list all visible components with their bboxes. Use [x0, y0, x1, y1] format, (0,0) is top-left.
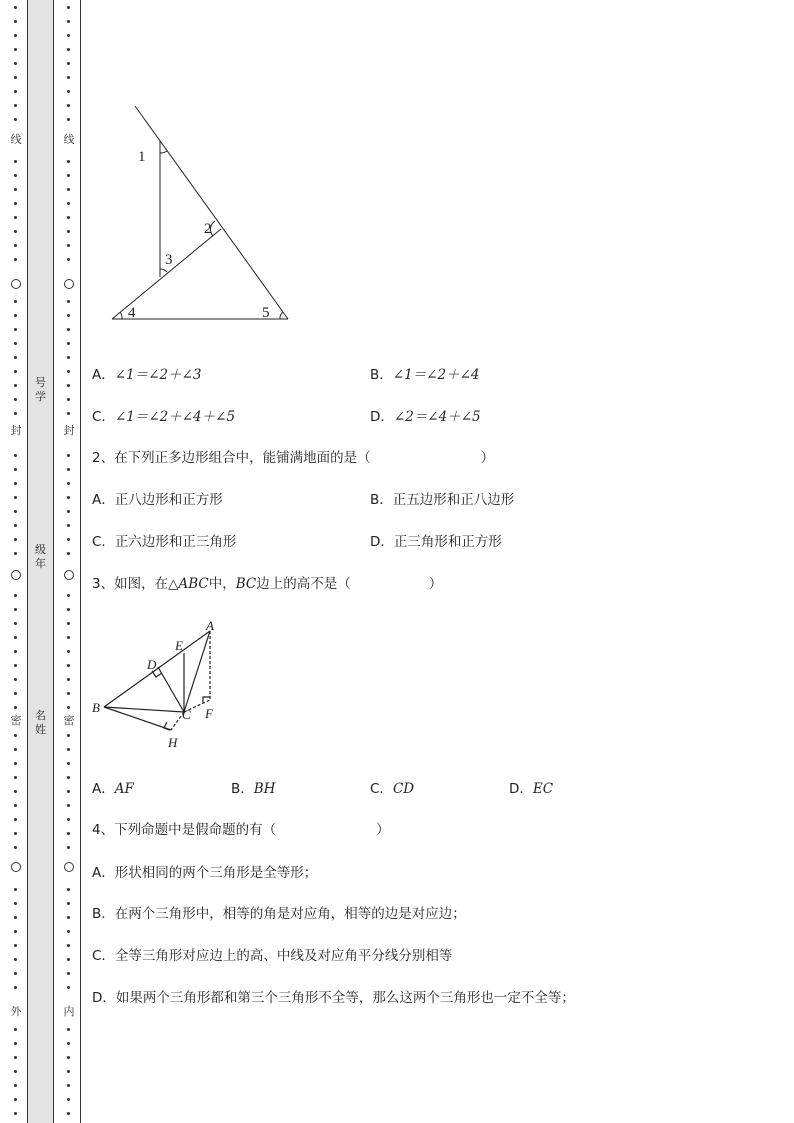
angle-label-2: 2: [204, 221, 212, 237]
seal-dot: [67, 160, 70, 163]
seal-dot: [14, 1028, 17, 1031]
segment-CA: [184, 631, 210, 712]
seal-dot: [14, 48, 17, 51]
seal-dot: [14, 34, 17, 37]
seal-dot: [67, 972, 70, 975]
seal-dot: [67, 202, 70, 205]
seal-circle: [64, 862, 74, 872]
q3-option-c[interactable]: [370, 780, 414, 798]
seal-dot: [14, 888, 17, 891]
seal-dot: [14, 986, 17, 989]
seal-marker-wai: 外: [8, 1005, 24, 1019]
option-letter: C．: [370, 781, 393, 797]
seal-dot: [67, 552, 70, 555]
seal-dot: [14, 1056, 17, 1059]
seal-dot: [14, 6, 17, 9]
q2-option-a[interactable]: [92, 491, 223, 509]
seal-dot: [14, 20, 17, 23]
question-text: 3、如图，在: [92, 576, 169, 592]
seal-dot: [14, 664, 17, 667]
option-text: 全等三角形对应边上的高、中线及对应角平分线分别相等: [114, 948, 453, 964]
question-text: 2、在下列正多边形组合中，能铺满地面的是（: [92, 450, 371, 466]
seal-dot: [14, 832, 17, 835]
q1-option-b[interactable]: [370, 366, 479, 384]
field-char: 姓: [35, 723, 46, 736]
q1-option-a[interactable]: [92, 366, 201, 384]
seal-dot: [14, 650, 17, 653]
class-label: [28, 543, 53, 571]
seal-dot: [14, 62, 17, 65]
seal-dot: [14, 958, 17, 961]
q2-option-b[interactable]: [370, 491, 514, 509]
seal-dot: [14, 90, 17, 93]
binding-margin: [0, 0, 82, 1123]
point-label-H: H: [168, 735, 178, 750]
seal-dot: [14, 174, 17, 177]
seal-dotted-line-right: [63, 0, 75, 1123]
seal-dot: [14, 202, 17, 205]
seal-dot: [14, 790, 17, 793]
seal-dot: [14, 902, 17, 905]
option-text: 正五边形和正八边形: [392, 492, 515, 508]
option-text: CD: [392, 781, 415, 797]
seal-dot: [67, 762, 70, 765]
option-letter: A．: [92, 781, 115, 797]
seal-dot: [67, 496, 70, 499]
seal-dot: [67, 258, 70, 261]
field-char: 年: [35, 557, 46, 570]
point-label-E: E: [175, 638, 183, 653]
seal-dot: [14, 1098, 17, 1101]
seal-dot: [14, 930, 17, 933]
point-label-D: D: [147, 657, 157, 672]
q4-option-b[interactable]: [92, 905, 466, 923]
seal-dot: [67, 790, 70, 793]
seal-dot: [67, 1042, 70, 1045]
seal-circle: [64, 570, 74, 580]
field-char: 名: [35, 709, 46, 722]
question-close: ）: [376, 822, 390, 838]
transversal-line: [135, 106, 288, 319]
seal-dot: [14, 510, 17, 513]
seal-dot: [67, 804, 70, 807]
option-text: 如果两个三角形都和第三个三角形不全等，那么这两个三角形也一定不全等；: [115, 990, 575, 1006]
seal-dot: [67, 510, 70, 513]
option-letter: B．: [370, 367, 393, 383]
seal-dot: [67, 20, 70, 23]
seal-dot: [14, 244, 17, 247]
option-letter: D．: [370, 534, 394, 550]
seal-dot: [67, 706, 70, 709]
angle-arc-5: [280, 312, 283, 319]
seal-dot: [14, 734, 17, 737]
seal-dot: [67, 734, 70, 737]
question-close: ）: [480, 450, 495, 466]
seal-dot: [67, 538, 70, 541]
q2-option-c[interactable]: [92, 533, 236, 551]
seal-dot: [67, 412, 70, 415]
seal-dot: [14, 216, 17, 219]
seal-dot: [14, 846, 17, 849]
seal-dot: [67, 846, 70, 849]
seal-dot: [14, 188, 17, 191]
seal-dot: [67, 986, 70, 989]
triangle-heights-figure: [88, 618, 228, 753]
seal-dot: [14, 230, 17, 233]
option-text: ∠1＝∠2＋∠3: [114, 367, 202, 383]
point-label-A: A: [206, 618, 214, 633]
seal-dot: [67, 6, 70, 9]
seal-dot: [14, 748, 17, 751]
seal-dot: [67, 76, 70, 79]
angle-label-5: 5: [262, 305, 270, 321]
seal-dot: [67, 832, 70, 835]
seal-dot: [67, 622, 70, 625]
seal-dot: [14, 1042, 17, 1045]
seal-marker-feng: 封: [61, 424, 77, 438]
option-letter: B．: [92, 906, 115, 922]
option-text: 正八边形和正方形: [114, 492, 223, 508]
seal-dot: [67, 454, 70, 457]
seal-dot: [14, 370, 17, 373]
q1-option-d[interactable]: [370, 408, 481, 426]
q4-stem: [92, 821, 390, 839]
option-text: BH: [253, 781, 276, 797]
seal-dot: [14, 972, 17, 975]
seal-dot: [67, 916, 70, 919]
field-char: 学: [35, 390, 46, 403]
seal-circle: [11, 862, 21, 872]
seal-dot: [14, 482, 17, 485]
seal-dot: [67, 398, 70, 401]
seal-dot: [14, 818, 17, 821]
q1-option-c[interactable]: [92, 408, 235, 426]
option-letter: D．: [92, 990, 116, 1006]
seal-dot: [14, 552, 17, 555]
seal-dot: [14, 916, 17, 919]
seal-dot: [67, 356, 70, 359]
seal-dot: [67, 174, 70, 177]
seal-dot: [14, 356, 17, 359]
option-letter: C．: [92, 948, 115, 964]
seal-dot: [67, 216, 70, 219]
point-label-B: B: [92, 700, 100, 715]
angle-label-1: 1: [138, 149, 146, 165]
seal-marker-xian: 线: [8, 133, 24, 147]
question-text: 边上的高不是（: [256, 576, 351, 592]
seal-circle: [64, 279, 74, 289]
seal-marker-nei: 内: [61, 1005, 77, 1019]
option-text: 形状相同的两个三角形是全等形；: [114, 865, 318, 881]
seal-dot: [67, 748, 70, 751]
seal-dot: [67, 468, 70, 471]
seal-dot: [14, 776, 17, 779]
segment-BA: [104, 631, 210, 707]
q3-option-d[interactable]: [509, 780, 553, 798]
q3-option-b[interactable]: [231, 780, 275, 798]
seal-dot: [67, 524, 70, 527]
option-letter: A．: [92, 492, 115, 508]
seal-dot: [14, 496, 17, 499]
q4-option-a[interactable]: [92, 864, 317, 882]
seal-dot: [14, 104, 17, 107]
seal-dot: [67, 104, 70, 107]
question-text: 中，: [208, 576, 236, 592]
seal-dot: [14, 118, 17, 121]
seal-dot: [67, 944, 70, 947]
seal-dot: [14, 412, 17, 415]
seal-dot: [67, 1112, 70, 1115]
seal-dot: [67, 776, 70, 779]
field-char: 级: [35, 543, 46, 556]
seal-dot: [14, 804, 17, 807]
seal-dot: [14, 622, 17, 625]
seal-marker-mi: 密: [8, 714, 24, 728]
seal-dot: [67, 384, 70, 387]
seal-dot: [67, 1070, 70, 1073]
seal-dot: [67, 62, 70, 65]
option-letter: A．: [92, 865, 115, 881]
q2-stem: [92, 449, 494, 467]
seal-circle: [11, 279, 21, 289]
student-id-label: [28, 376, 53, 404]
seal-dot: [67, 188, 70, 191]
seal-dot: [67, 650, 70, 653]
seal-dot: [14, 76, 17, 79]
seal-dot: [67, 314, 70, 317]
option-text: ∠1＝∠2＋∠4: [392, 367, 480, 383]
seal-dot: [67, 230, 70, 233]
seal-dot: [14, 594, 17, 597]
student-info-band: [27, 0, 54, 1123]
seal-dot: [67, 1084, 70, 1087]
option-text: 在两个三角形中，相等的角是对应角，相等的边是对应边；: [114, 906, 466, 922]
seal-dot: [67, 608, 70, 611]
seal-dot: [67, 300, 70, 303]
side-symbol: BC: [235, 576, 257, 592]
option-letter: D．: [370, 409, 394, 425]
option-text: AF: [114, 781, 134, 797]
seal-dot: [67, 930, 70, 933]
seal-dot: [14, 328, 17, 331]
seal-dot: [14, 454, 17, 457]
angle-label-3: 3: [165, 252, 173, 268]
seal-dot: [14, 1112, 17, 1115]
seal-dot: [67, 958, 70, 961]
seal-dot: [14, 342, 17, 345]
seal-dot: [67, 1056, 70, 1059]
option-letter: D．: [509, 781, 533, 797]
seal-dot: [67, 244, 70, 247]
question-close: ）: [428, 576, 443, 592]
angle-arc-4: [120, 312, 122, 319]
question-text: 4、下列命题中是假命题的有（: [92, 822, 277, 838]
option-text: EC: [532, 781, 554, 797]
seal-dot: [67, 594, 70, 597]
seal-dot: [67, 636, 70, 639]
angle-label-4: 4: [128, 305, 136, 321]
margin-border-line: [80, 0, 81, 1123]
seal-dot: [14, 524, 17, 527]
seal-dot: [67, 678, 70, 681]
name-label: [28, 709, 53, 737]
seal-marker-mi: 密: [61, 714, 77, 728]
seal-dot: [67, 328, 70, 331]
field-char: 号: [35, 376, 46, 389]
option-letter: B．: [370, 492, 393, 508]
option-text: ∠1＝∠2＋∠4＋∠5: [114, 409, 236, 425]
seal-dot: [14, 678, 17, 681]
seal-dot: [67, 902, 70, 905]
angle-arc-3: [160, 269, 167, 272]
option-letter: A．: [92, 367, 115, 383]
seal-dot: [14, 258, 17, 261]
seal-dot: [14, 608, 17, 611]
seal-dot: [14, 692, 17, 695]
option-text: 正三角形和正方形: [393, 534, 502, 550]
seal-dot: [67, 482, 70, 485]
option-letter: C．: [92, 534, 115, 550]
seal-dot: [14, 384, 17, 387]
seal-dot: [14, 314, 17, 317]
seal-dot: [14, 398, 17, 401]
angle-arc-1: [160, 151, 167, 153]
option-text: ∠2＝∠4＋∠5: [393, 409, 481, 425]
seal-dot: [14, 468, 17, 471]
seal-dot: [67, 888, 70, 891]
seal-dotted-line-left: [10, 0, 22, 1123]
seal-dot: [14, 538, 17, 541]
seal-dot: [14, 1084, 17, 1087]
seal-dot: [14, 944, 17, 947]
point-label-F: F: [205, 706, 213, 721]
q3-option-a[interactable]: [92, 780, 134, 798]
seal-marker-feng: 封: [8, 424, 24, 438]
seal-dot: [67, 692, 70, 695]
seal-dot: [14, 762, 17, 765]
seal-dot: [14, 706, 17, 709]
seal-dot: [14, 300, 17, 303]
seal-dot: [67, 34, 70, 37]
q4-option-c[interactable]: [92, 947, 452, 965]
option-letter: C．: [92, 409, 115, 425]
seal-dot: [67, 118, 70, 121]
seal-dot: [67, 1028, 70, 1031]
seal-dot: [67, 370, 70, 373]
seal-dot: [67, 664, 70, 667]
seal-dot: [67, 48, 70, 51]
option-text: 正六边形和正三角形: [114, 534, 237, 550]
seal-marker-xian: 线: [61, 133, 77, 147]
seal-circle: [11, 570, 21, 580]
seal-dot: [14, 1070, 17, 1073]
seal-dot: [67, 818, 70, 821]
option-letter: B．: [231, 781, 254, 797]
angle-figure: [100, 100, 300, 330]
seal-dot: [67, 342, 70, 345]
triangle-symbol: △ABC: [168, 576, 209, 592]
seal-dot: [67, 1098, 70, 1101]
seal-dot: [14, 636, 17, 639]
seal-dot: [67, 90, 70, 93]
q2-option-d[interactable]: [370, 533, 502, 551]
point-label-C: C: [182, 707, 191, 722]
q3-stem: [92, 575, 442, 593]
q4-option-d[interactable]: [92, 989, 575, 1007]
seal-dot: [14, 160, 17, 163]
